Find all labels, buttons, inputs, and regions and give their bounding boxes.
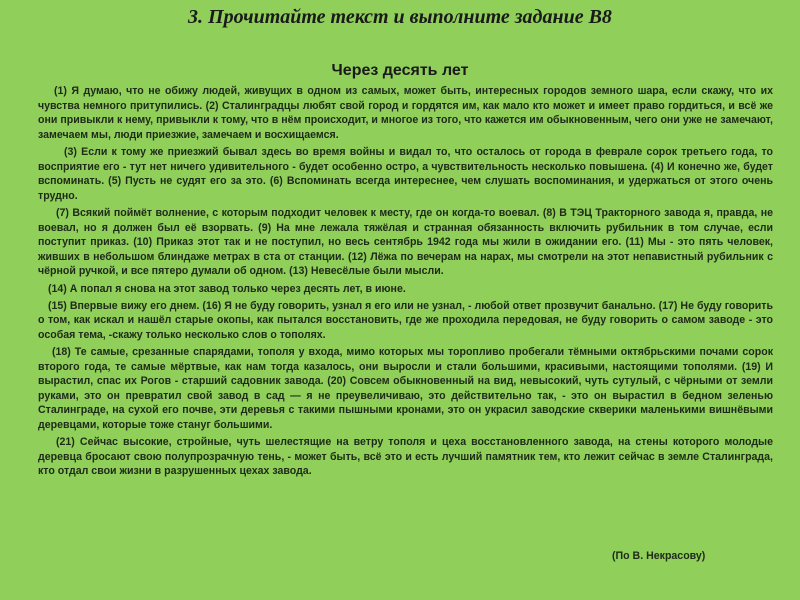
- paragraph-14: (14) А попал я снова на этот завод только через десять лет, в июне.: [48, 282, 406, 295]
- paragraph-1: (1) Я думаю, что не обижу людей, живущих в одном из самых, может быть, интересных городов земного шара, если скажу, что их чувства немного притупились. (2) Сталинградцы любят свой город и гордятся им, как мало кто может и имеет право гордиться, и всё же они привыкли к нему, привыкли к тому, что в нём происходит, и многое из того, что кажется им обыкновенным, чего они уже не замечают, замечаем мы, люди приезжие, замечаем и восхищаемся.: [38, 85, 773, 141]
- paragraph-3: (3) Если к тому же приезжий бывал здесь во время войны и видал то, что осталось от города в феврале сорок третьего года, то восприятие его - тут нет ничего удивительного - будет особенно остро, а чувствительность несколько повышена. (4) И конечно же, будет вспоминать. (5) Пусть не судят его за это. (6) Вспоминать всегда интереснее, чем слушать воспоминания, и удержаться от этого очень трудно.: [38, 145, 773, 202]
- paragraph-21: (21) Сейчас высокие, стройные, чуть шелестящие на ветру тополя и цеха восстановленного завода, на стены которого молодые деревца бросают свою полупрозрачную тень, - может быть, всё это и есть лучший памятник тем, кто лежит сейчас в земле Сталинграда, кто отдал свои жизни в разрушенных цехах завода.: [38, 436, 773, 478]
- text-body: [38, 84, 773, 482]
- author-attribution: (По В. Некрасову): [612, 550, 706, 562]
- paragraph-15: (15) Впервые вижу его днем. (16) Я не буду говорить, узнал я его или не узнал, - любой ответ прозвучит банально. (17) Не буду говорить о том, как искал и нашёл старые окопы, как пытался восстановить, где же проходила передовая, не буду говорить о самом заводе - это особая тема, -скажу только несколько слов о тополях.: [38, 299, 773, 341]
- paragraph-18: (18) Те самые, срезанные спарядами, тополя у входа, мимо которых мы торопливо пробегали тёмными октябрьскими почами сорок второго года, те самые мёртвые, как нам тогда казалось, они выросли и стали большими, красивыми, настоящими тополями. (19) И вырастил, спас их Рогов - старший садовник завода. (20) Совсем обыкновенный на вид, невысокий, чуть сутулый, с чёрными от земли руками, это он превратил свой завод в сад — я не преувеличиваю, это действительно так, - это он вырастил в бедном зеленью Сталинграде, на сухой его почве, эти деревья с такими пышными кронами, это он украсил заводские скверики маленькими вишнёвыми деревцами, которые тоже стануг большими.: [38, 346, 773, 432]
- text-title: Через десять лет: [331, 62, 469, 79]
- task-heading: 3. Прочитайте текст и выполните задание В8: [188, 6, 612, 28]
- paragraph-7: (7) Всякий поймёт волнение, с которым подходит человек к месту, где он когда-то воевал. (8) В ТЭЦ Тракторного завода я, правда, не воевал, но я должен был её взорвать. (9) На мне лежала тяжёлая и странная обязанность включить рубильник в том случае, если поступит приказ. (10) Приказ этот так и не поступил, но весь сентябрь 1942 года мы жили в ожидании его. (11) Мы - это пять человек, живших в небольшом блиндаже метрах в ста от станции. (12) Лёжа по вечерам на нарах, мы смотрели на этот непавистный рубильник с чёрной ручкой, и все пятеро думали об одном. (13) Невесёлые были мысли.: [38, 206, 773, 278]
